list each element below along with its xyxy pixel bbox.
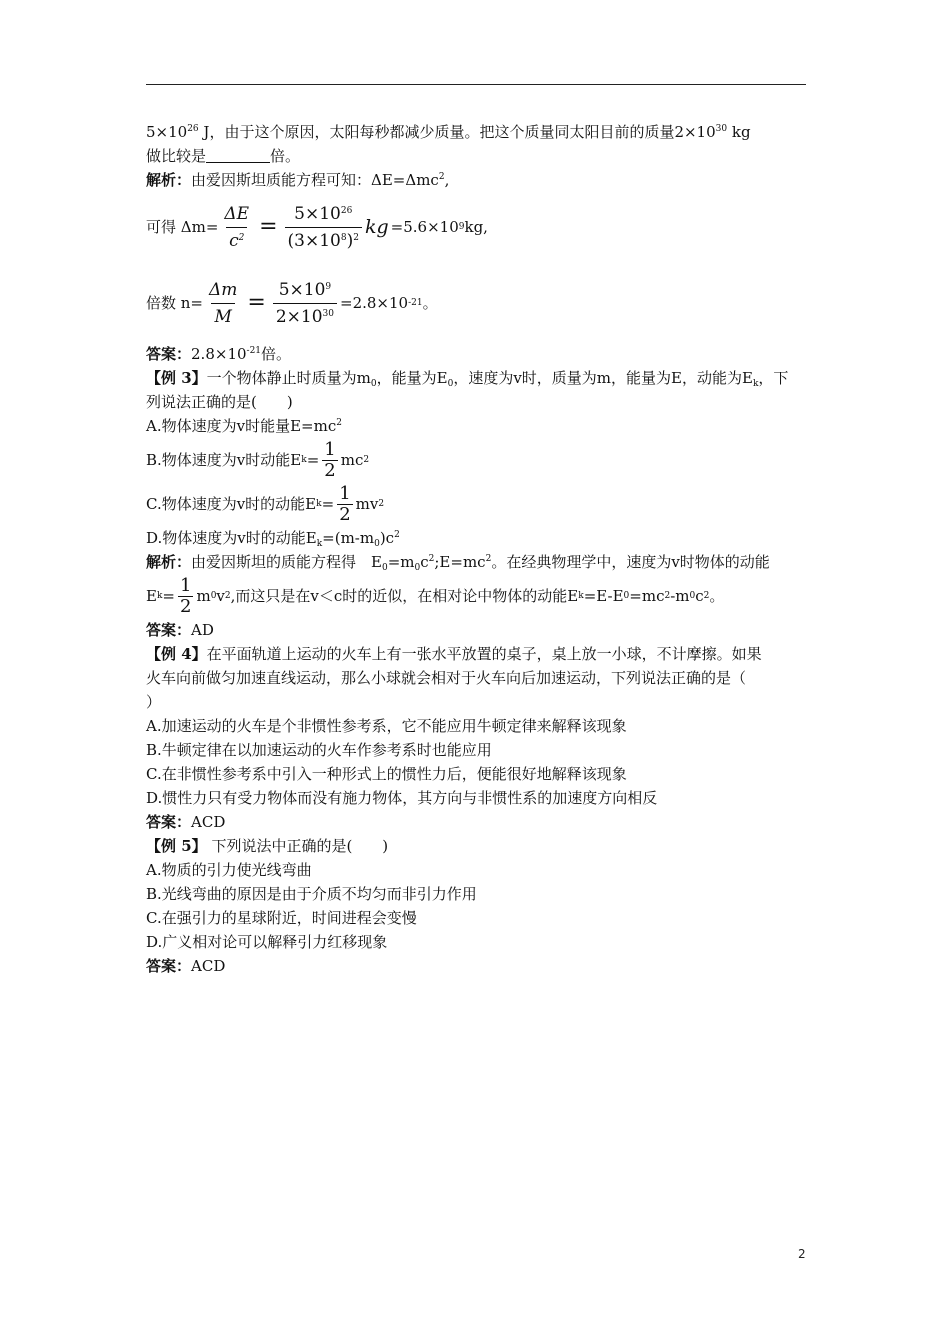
option-c: C.在非惯性参考系中引入一种形式上的惯性力后，便能很好地解释该现象 — [146, 765, 627, 783]
option-a: A.物体速度为v时能量$E=mc^2$ — [146, 417, 342, 435]
option-d: D.惯性力只有受力物体而没有施力物体，其方向与非惯性系的加速度方向相反 — [146, 789, 658, 807]
fraction-mass-ratio: $\frac{5\times 10^9}{2\times 10^{30}}$ — [273, 279, 337, 328]
option-a: A.加速运动的火车是个非惯性参考系，它不能应用牛顿定律来解释该现象 — [146, 717, 627, 735]
fraction-energy-over-c2: $\frac{5\times 10^{26}}{(3\times 10^8)^2}$ — [285, 203, 362, 252]
answer-label: 答案： — [146, 957, 192, 975]
analysis-1: 解析：由爱因斯坦质能方程可知：ΔE=Δmc$^2$, — [146, 171, 450, 189]
option-d: D.物体速度为v时的动能$E_k=(m-m_0)c^2$ — [146, 529, 400, 549]
example-5-question: 【例 5】 下列说法中正确的是( ) — [146, 837, 389, 855]
option-b: B.牛顿定律在以加速运动的火车作参考系时也能应用 — [146, 741, 492, 759]
example-4-question: 【例 4】在平面轨道上运动的火车上有一张水平放置的桌子，桌上放一小球，不计摩擦。如果 — [146, 645, 762, 663]
fraction-dm-over-m: $\frac{\Delta m}{M}$ — [209, 279, 238, 327]
page-number: 2 — [798, 1247, 806, 1261]
example-label: 【例 5】 — [146, 837, 207, 855]
example-label: 【例 3】 — [146, 369, 207, 387]
answer-3: 答案：AD — [146, 621, 214, 639]
answer-blank — [206, 148, 270, 163]
example-label: 【例 4】 — [146, 645, 207, 663]
option-b: B.光线弯曲的原因是由于介质不均匀而非引力作用 — [146, 885, 477, 903]
paragraph-continuation: $5\times 10^{26}$ J，由于这个原因，太阳每秒都减少质量。把这个质量同太阳目前的质量$2\times 10^{30}$ kg — [146, 123, 751, 141]
document-body — [146, 120, 808, 978]
fraction-half: $\frac{1}{2}$ — [180, 574, 192, 617]
analysis-3-line-2: E k = $\frac{1}{2}$ m 0 v 2 ,而这只是在v＜c时的近似，在相对论中物体的动能E k =E-E 0 =mc 2 -m 0 c 2 。 — [146, 574, 725, 617]
answer-1: 答案：$2.8\times 10^{-21}$倍。 — [146, 345, 292, 363]
analysis-label: 解析： — [146, 553, 192, 571]
paragraph-continuation-2: 做比较是 倍。 — [146, 147, 301, 165]
header-rule — [146, 84, 806, 85]
formula-delta-m: 可得 Δm= $\frac{\Delta E}{c^2}$ = $\frac{5\times 10^{26}}{(3\times 10^8)^2}$ kg =5.6×10 9 kg, — [146, 203, 488, 251]
fraction-half: $\frac{1}{2}$ — [339, 482, 351, 525]
option-c: C.物体速度为v时的动能E k = $\frac{1}{2}$ mv 2 — [146, 482, 385, 525]
example-4-question-3: ） — [146, 693, 162, 711]
analysis-label: 解析： — [146, 171, 192, 189]
fraction-de-over-c2: $\frac{\Delta E}{c^2}$ — [224, 203, 250, 251]
answer-label: 答案： — [146, 813, 192, 831]
answer-label: 答案： — [146, 345, 192, 363]
answer-label: 答案： — [146, 621, 192, 639]
formula-ratio-n: 倍数 n= $\frac{\Delta m}{M}$ = $\frac{5\times 10^9}{2\times 10^{30}}$ =2.8×10 -21 。 — [146, 279, 438, 327]
example-4-question-2: 火车向前做匀加速直线运动，那么小球就会相对于火车向后加速运动，下列说法正确的是（ — [146, 669, 747, 687]
answer-4: 答案：ACD — [146, 813, 226, 831]
option-c: C.在强引力的星球附近，时间进程会变慢 — [146, 909, 417, 927]
option-a: A.物质的引力使光线弯曲 — [146, 861, 312, 879]
example-3-question-2: 列说法正确的是( ) — [146, 393, 293, 411]
example-3-question: 【例 3】一个物体静止时质量为$m_0$，能量为$E_0$，速度为v时，质量为m，能量为E，动能为$E_k$，下 — [146, 369, 789, 389]
analysis-3: 解析：由爱因斯坦的质能方程得 $E_0=m_0c^2;E=mc^2$。在经典物理学中，速度为v时物体的动能 — [146, 553, 770, 573]
option-b: B.物体速度为v时动能E k = $\frac{1}{2}$ mc 2 — [146, 438, 370, 481]
option-d: D.广义相对论可以解释引力红移现象 — [146, 933, 388, 951]
answer-5: 答案：ACD — [146, 957, 226, 975]
fraction-half: $\frac{1}{2}$ — [324, 438, 336, 481]
